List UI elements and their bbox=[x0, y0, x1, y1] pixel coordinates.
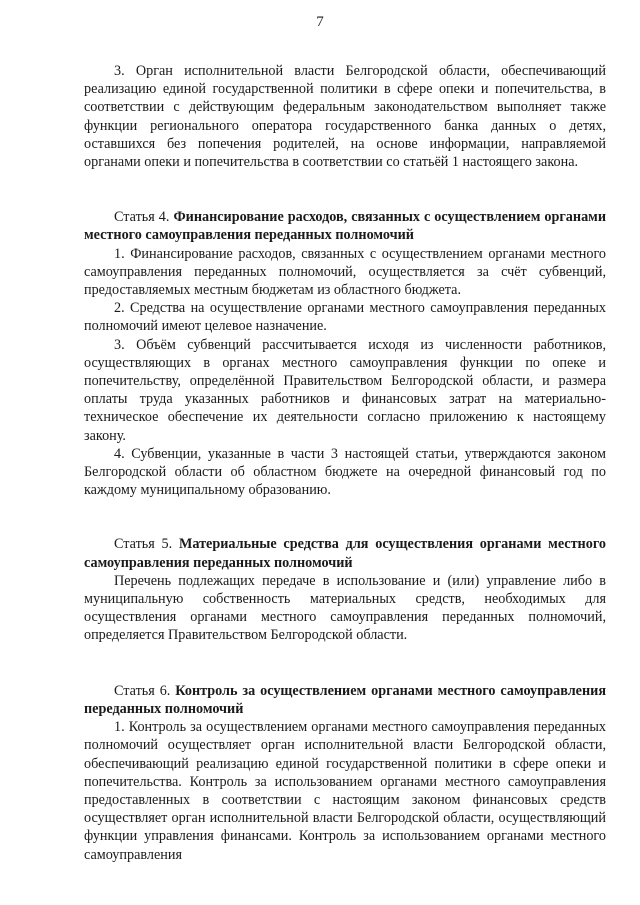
article-4-paragraph-3: 3. Объём субвенций рассчитывается исходя из численности работников, осуществляющих в органах местного самоуправления функции по опеке и попечительству, определённой Правительством Белгородской области, и размера оплаты труда указанных работников и финансовых затрат на материально-техническое обеспечение их деятельности согласно приложению к настоящему закону. bbox=[84, 336, 606, 444]
article-6-heading bbox=[84, 682, 606, 718]
article-5-heading bbox=[84, 535, 606, 571]
article-6-number: Статья 6. bbox=[114, 682, 171, 699]
article-5-paragraph-1: Перечень подлежащих передаче в использование и (или) управление либо в муниципальную собственность материальных средств, необходимых для осуществления органами местного самоуправления переданных полномочий, определяется Правительством Белгородской области. bbox=[84, 572, 606, 644]
article-4-paragraph-2: 2. Средства на осуществление органами местного самоуправления переданных полномочий имеют целевое назначение. bbox=[84, 300, 606, 335]
page-number: 7 bbox=[316, 14, 324, 30]
article-4-paragraph-4: 4. Субвенции, указанные в части 3 настоящей статьи, утверждаются законом Белгородской области об областном бюджете на очередной финансовый год по каждому муниципальному образованию. bbox=[84, 445, 606, 499]
article-4-title: Финансирование расходов, связанных с осуществлением органами местного самоуправления переданных полномочий bbox=[84, 209, 607, 244]
article-4-paragraph-1: 1. Финансирование расходов, связанных с осуществлением органами местного самоуправления переданных полномочий, осуществляется за счёт субвенций, предоставляемых местным бюджетам из областного бюджета. bbox=[84, 245, 606, 299]
article-4-heading bbox=[84, 208, 606, 244]
article-5-title: Материальные средства для осуществления органами местного самоуправления переданных полномочий bbox=[84, 536, 607, 571]
article-6-paragraph-1: 1. Контроль за осуществлением органами местного самоуправления переданных полномочий осуществляет орган исполнительной власти Белгородской области, обеспечивающий реализацию единой государственной политики в сфере опеки и попечительства. Контроль за использованием органами местного самоуправления предоставленных в соответствии с настоящим законом финансовых средств осуществляет орган исполнительной власти Белгородской области, осуществляющий функции управления финансами. Контроль за использованием органами местного самоуправления bbox=[84, 719, 606, 863]
section-3-paragraph: 3. Орган исполнительной власти Белгородской области, обеспечивающий реализацию единой государственной политики в сфере опеки и попечительства, в соответствии с действующим федеральным законодательством выполняет также функции регионального оператора государственного банка данных о детях, оставшихся без попечения родителей, на основе информации, направляемой органами опеки и попечительства в соответствии со статьёй 1 настоящего закона. bbox=[84, 63, 606, 171]
article-5-number: Статья 5. bbox=[114, 536, 173, 553]
article-4-number: Статья 4. bbox=[114, 209, 170, 226]
document-body bbox=[84, 62, 606, 864]
article-6-title: Контроль за осуществлением органами местного самоуправления переданных полномочий bbox=[84, 682, 607, 717]
